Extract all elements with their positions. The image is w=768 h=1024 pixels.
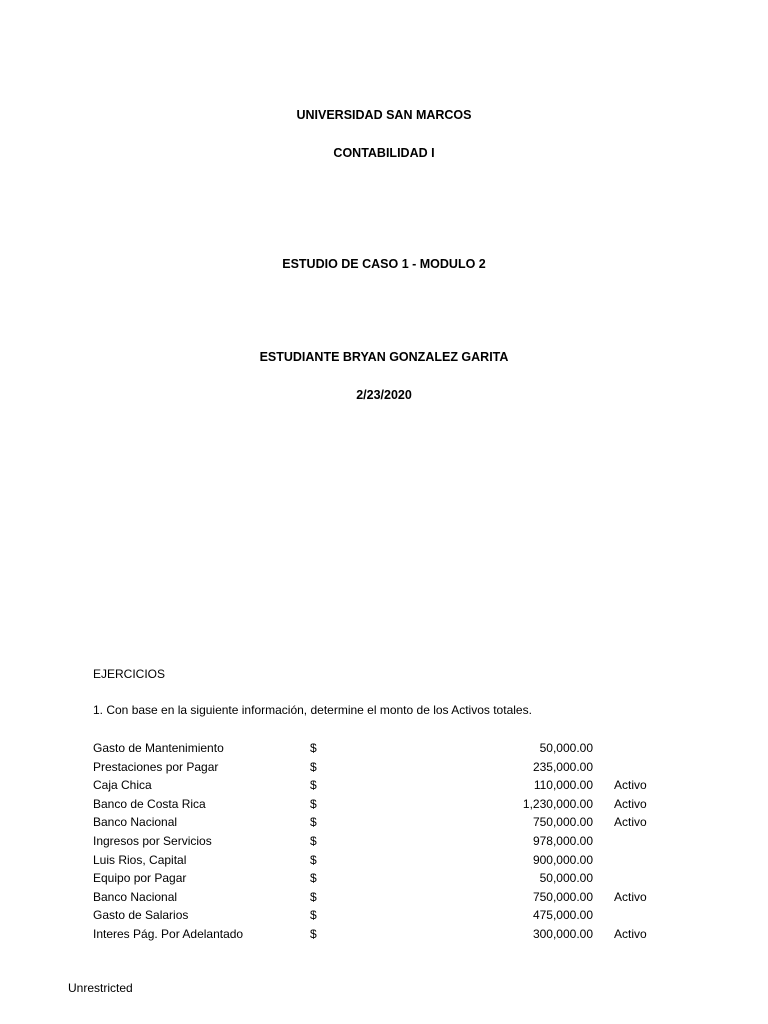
- currency-symbol: $: [310, 852, 317, 867]
- currency-symbol: $: [310, 815, 317, 830]
- table-row: [93, 870, 663, 889]
- account-amount: 978,000.00: [532, 833, 593, 848]
- account-amount: 475,000.00: [532, 908, 593, 923]
- account-amount: 300,000.00: [532, 926, 593, 941]
- account-amount: 110,000.00: [533, 778, 593, 793]
- table-row: [93, 907, 663, 926]
- account-amount: 750,000.00: [532, 889, 593, 904]
- account-name: Prestaciones por Pagar: [93, 759, 219, 774]
- account-amount: 900,000.00: [532, 852, 593, 867]
- exercises-heading: EJERCICIOS: [93, 667, 166, 681]
- currency-symbol: $: [310, 759, 317, 774]
- exercise-question: 1. Con base en la siguiente información, determine el monto de los Activos totales.: [93, 703, 532, 717]
- account-name: Banco Nacional: [93, 889, 178, 904]
- document-date: 2/23/2020: [356, 388, 412, 402]
- account-name: Banco de Costa Rica: [93, 796, 206, 811]
- table-row: [93, 926, 663, 945]
- account-amount: 235,000.00: [532, 759, 593, 774]
- currency-symbol: $: [310, 778, 317, 793]
- account-name: Banco Nacional: [93, 815, 178, 830]
- account-name: Equipo por Pagar: [93, 871, 187, 886]
- table-row: [93, 889, 663, 908]
- currency-symbol: $: [310, 926, 317, 941]
- table-row: [93, 814, 663, 833]
- account-amount: 750,000.00: [532, 815, 593, 830]
- table-row: [93, 740, 663, 759]
- account-name: Gasto de Mantenimiento: [93, 741, 224, 755]
- course-title: CONTABILIDAD I: [333, 146, 435, 160]
- accounts-table: [93, 740, 663, 945]
- account-tag: Activo: [614, 926, 647, 941]
- student-name: ESTUDIANTE BRYAN GONZALEZ GARITA: [259, 350, 509, 364]
- account-amount: 1,230,000.00: [522, 796, 593, 811]
- account-tag: Activo: [614, 778, 647, 793]
- currency-symbol: $: [310, 871, 317, 886]
- currency-symbol: $: [310, 833, 317, 848]
- currency-symbol: $: [310, 796, 317, 811]
- account-amount: 50,000.00: [539, 741, 593, 755]
- university-title: UNIVERSIDAD SAN MARCOS: [296, 108, 472, 122]
- account-name: Caja Chica: [93, 778, 152, 793]
- account-name: Ingresos por Servicios: [93, 833, 212, 848]
- account-tag: Activo: [614, 889, 647, 904]
- table-row: [93, 759, 663, 778]
- account-amount: 50,000.00: [539, 871, 593, 886]
- table-row: [93, 796, 663, 815]
- assignment-title: ESTUDIO DE CASO 1 - MODULO 2: [282, 257, 486, 271]
- currency-symbol: $: [310, 741, 317, 755]
- account-tag: Activo: [614, 815, 647, 830]
- table-row: [93, 852, 663, 871]
- account-name: Gasto de Salarios: [93, 908, 189, 923]
- account-tag: Activo: [614, 796, 647, 811]
- account-name: Interes Pág. Por Adelantado: [93, 926, 244, 941]
- table-row: [93, 777, 663, 796]
- account-name: Luis Rios, Capital: [93, 852, 187, 867]
- table-row: [93, 833, 663, 852]
- currency-symbol: $: [310, 889, 317, 904]
- classification-label: Unrestricted: [68, 981, 133, 995]
- currency-symbol: $: [310, 908, 317, 923]
